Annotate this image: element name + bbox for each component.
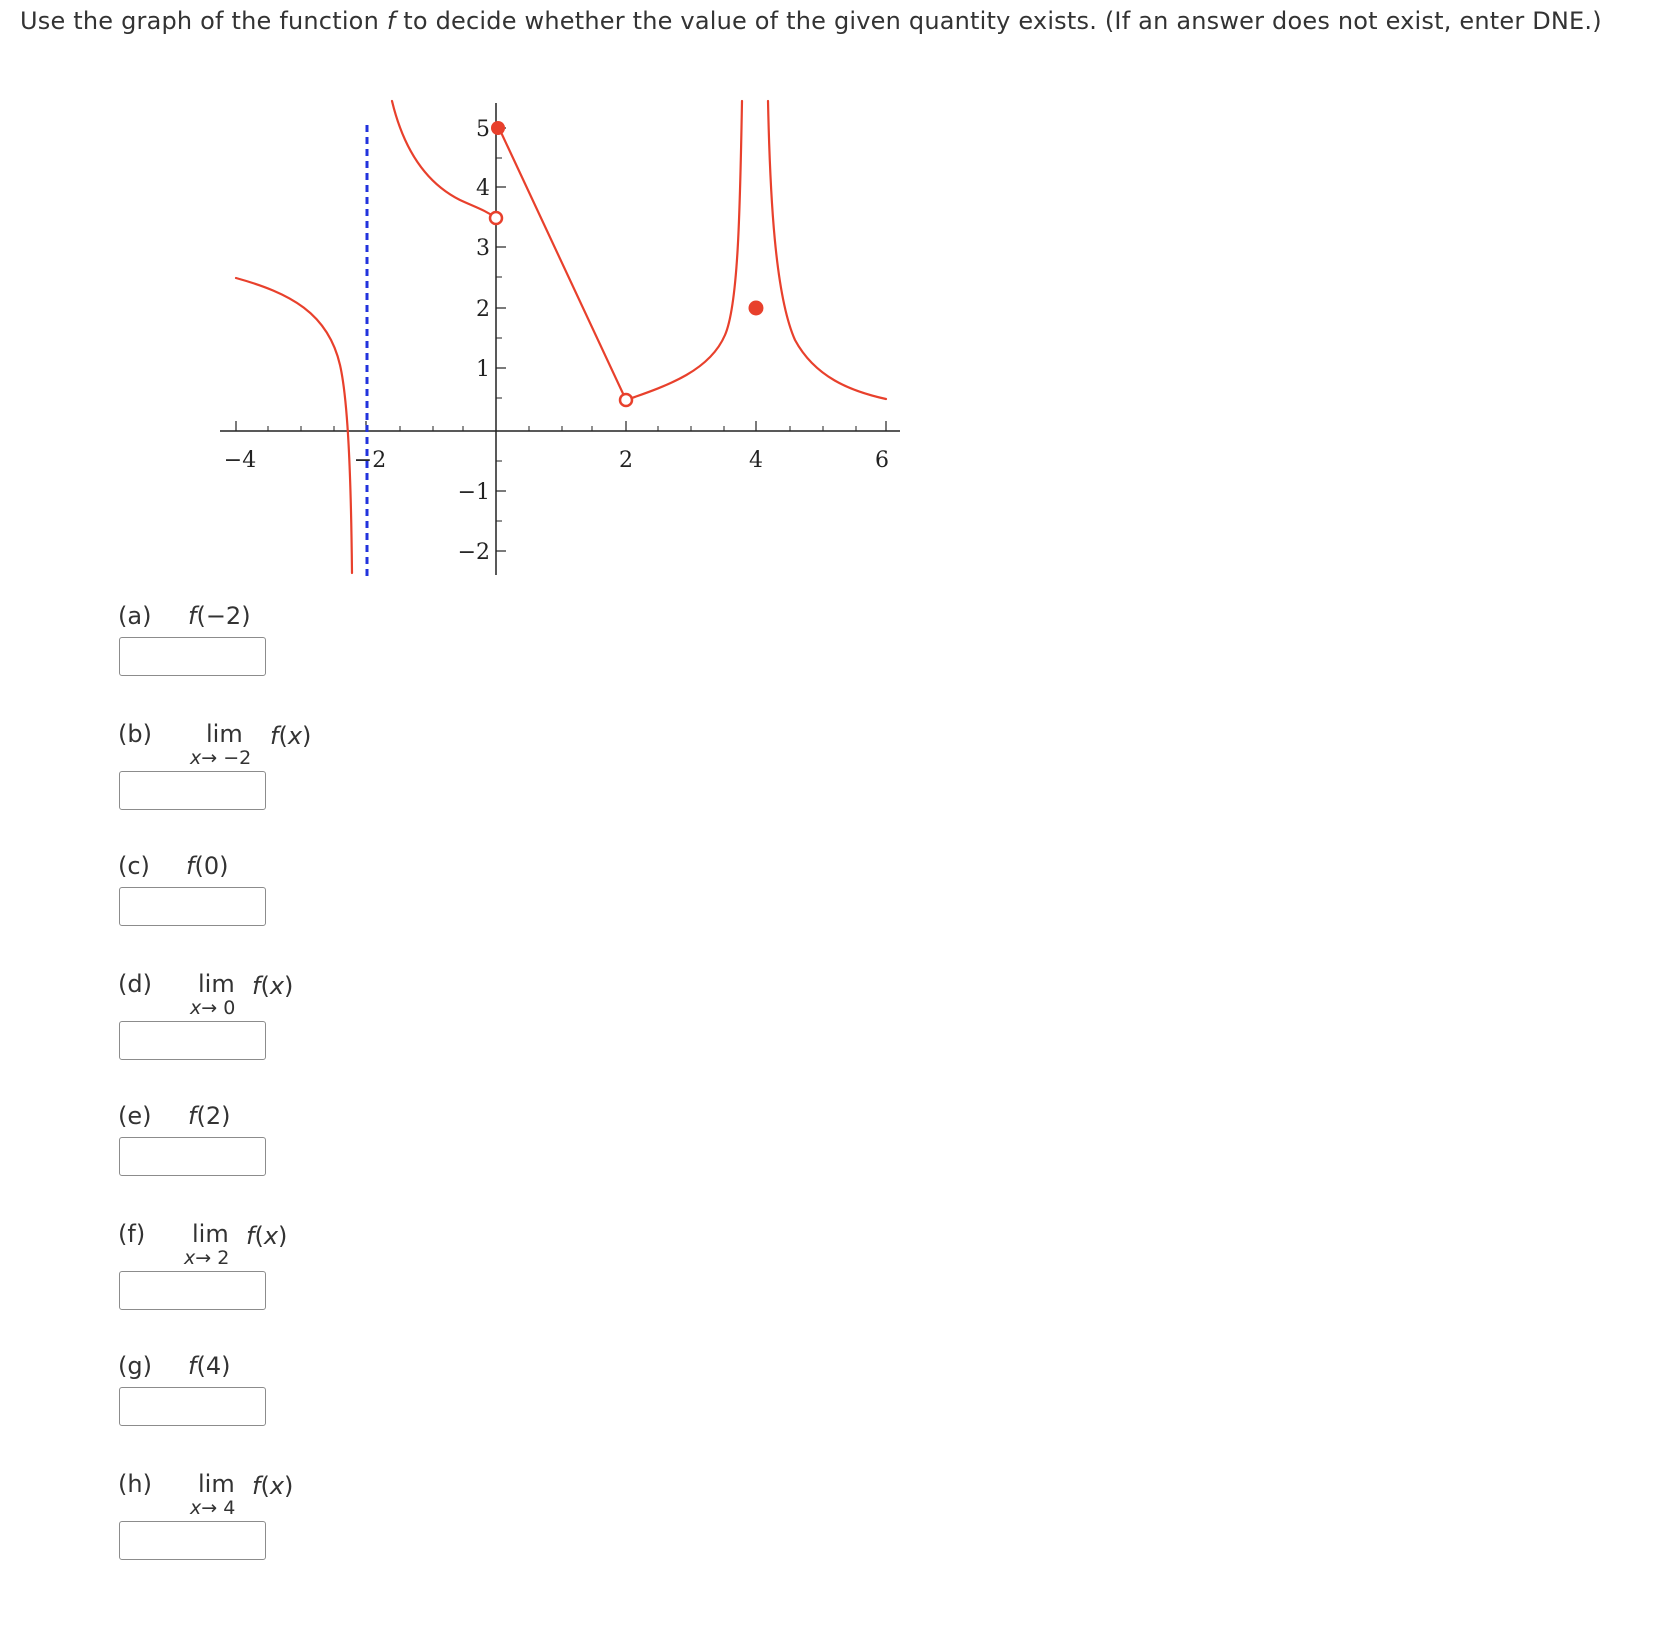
y-tick-label: −1 — [457, 480, 490, 505]
part-label: (b) — [118, 720, 152, 748]
paren-open: ( — [260, 972, 270, 1000]
expression — [188, 602, 251, 630]
y-tick-label: 4 — [476, 176, 490, 201]
paren-close: ) — [278, 1222, 288, 1250]
answer-input-b[interactable] — [119, 771, 266, 810]
expression — [188, 1102, 230, 1130]
answer-input-d[interactable] — [119, 1021, 266, 1060]
y-tick-label: 3 — [476, 236, 490, 261]
limit-word: lim — [198, 970, 235, 998]
function-name: f — [188, 1102, 197, 1130]
part-label: (f) — [118, 1220, 146, 1248]
curve-rising-branch — [626, 101, 742, 400]
limit-subscript — [190, 747, 251, 769]
y-tick-label: 2 — [476, 297, 490, 322]
question-text — [20, 2, 1640, 40]
function-variable: x — [269, 972, 285, 1000]
x-tick-label: −2 — [353, 448, 387, 473]
function-name: f — [188, 1352, 197, 1380]
function-name: f — [246, 1222, 255, 1250]
paren-open: ( — [260, 1472, 270, 1500]
limit-function — [246, 1222, 287, 1250]
limit-subscript — [190, 997, 235, 1019]
part-label: (a) — [118, 602, 152, 630]
function-name: f — [186, 852, 195, 880]
part-label: (c) — [118, 852, 150, 880]
part-label: (h) — [118, 1470, 152, 1498]
function-graph — [200, 95, 920, 595]
limit-word: lim — [198, 1470, 235, 1498]
paren-open: ( — [254, 1222, 264, 1250]
open-point — [620, 394, 632, 406]
y-ticks — [496, 128, 506, 551]
closed-point — [491, 121, 505, 135]
part-label: (e) — [118, 1102, 152, 1130]
answer-input-e[interactable] — [119, 1137, 266, 1176]
y-tick-label: −2 — [457, 540, 490, 565]
paren-close: ) — [284, 972, 294, 1000]
answer-input-h[interactable] — [119, 1521, 266, 1560]
paren-open: ( — [278, 722, 288, 750]
limit-approach: → 2 — [195, 1247, 230, 1269]
limit-variable: x — [190, 747, 202, 769]
limit-word: lim — [206, 720, 243, 748]
limit-function — [270, 722, 311, 750]
function-argument: (−2) — [196, 602, 251, 630]
limit-variable: x — [184, 1247, 196, 1269]
paren-close: ) — [284, 1472, 294, 1500]
limit-function — [252, 972, 293, 1000]
function-variable: x — [263, 1222, 279, 1250]
paren-close: ) — [302, 722, 312, 750]
answer-input-f[interactable] — [119, 1271, 266, 1310]
question-text-end: to decide whether the value of the given quantity exists. (If an answer does not exist, enter DNE.) — [395, 7, 1602, 35]
x-tick-label: −4 — [223, 448, 257, 473]
function-name: f — [252, 1472, 261, 1500]
part-label: (g) — [118, 1352, 152, 1380]
x-tick-label: 4 — [749, 448, 763, 473]
x-tick-label: 6 — [875, 448, 889, 473]
function-variable: x — [287, 722, 303, 750]
limit-word: lim — [192, 1220, 229, 1248]
part-label: (d) — [118, 970, 152, 998]
expression — [188, 1352, 230, 1380]
function-argument: (2) — [196, 1102, 231, 1130]
question-function-name: f — [386, 7, 396, 35]
function-name: f — [252, 972, 261, 1000]
answer-input-c[interactable] — [119, 887, 266, 926]
limit-approach: → −2 — [201, 747, 252, 769]
limit-approach: → 0 — [201, 997, 236, 1019]
curve-linear-piece — [499, 128, 626, 400]
answer-input-g[interactable] — [119, 1387, 266, 1426]
function-name: f — [188, 602, 197, 630]
curve-right-branch — [768, 101, 886, 399]
function-curve — [236, 101, 886, 573]
function-name: f — [270, 722, 279, 750]
y-tick-label: 5 — [476, 117, 490, 142]
closed-point — [749, 301, 764, 316]
limit-variable: x — [190, 997, 202, 1019]
x-tick-label: 2 — [619, 448, 633, 473]
function-variable: x — [269, 1472, 285, 1500]
curve-left-branch — [236, 278, 352, 573]
y-tick-label: 1 — [476, 357, 490, 382]
open-point — [490, 212, 502, 224]
limit-subscript — [190, 1497, 235, 1519]
function-argument: (0) — [194, 852, 229, 880]
function-argument: (4) — [196, 1352, 231, 1380]
limit-subscript — [184, 1247, 229, 1269]
limit-approach: → 4 — [201, 1497, 236, 1519]
expression — [186, 852, 228, 880]
answer-input-a[interactable] — [119, 637, 266, 676]
question-text-start: Use the graph of the function — [20, 7, 387, 35]
limit-function — [252, 1472, 293, 1500]
limit-variable: x — [190, 1497, 202, 1519]
